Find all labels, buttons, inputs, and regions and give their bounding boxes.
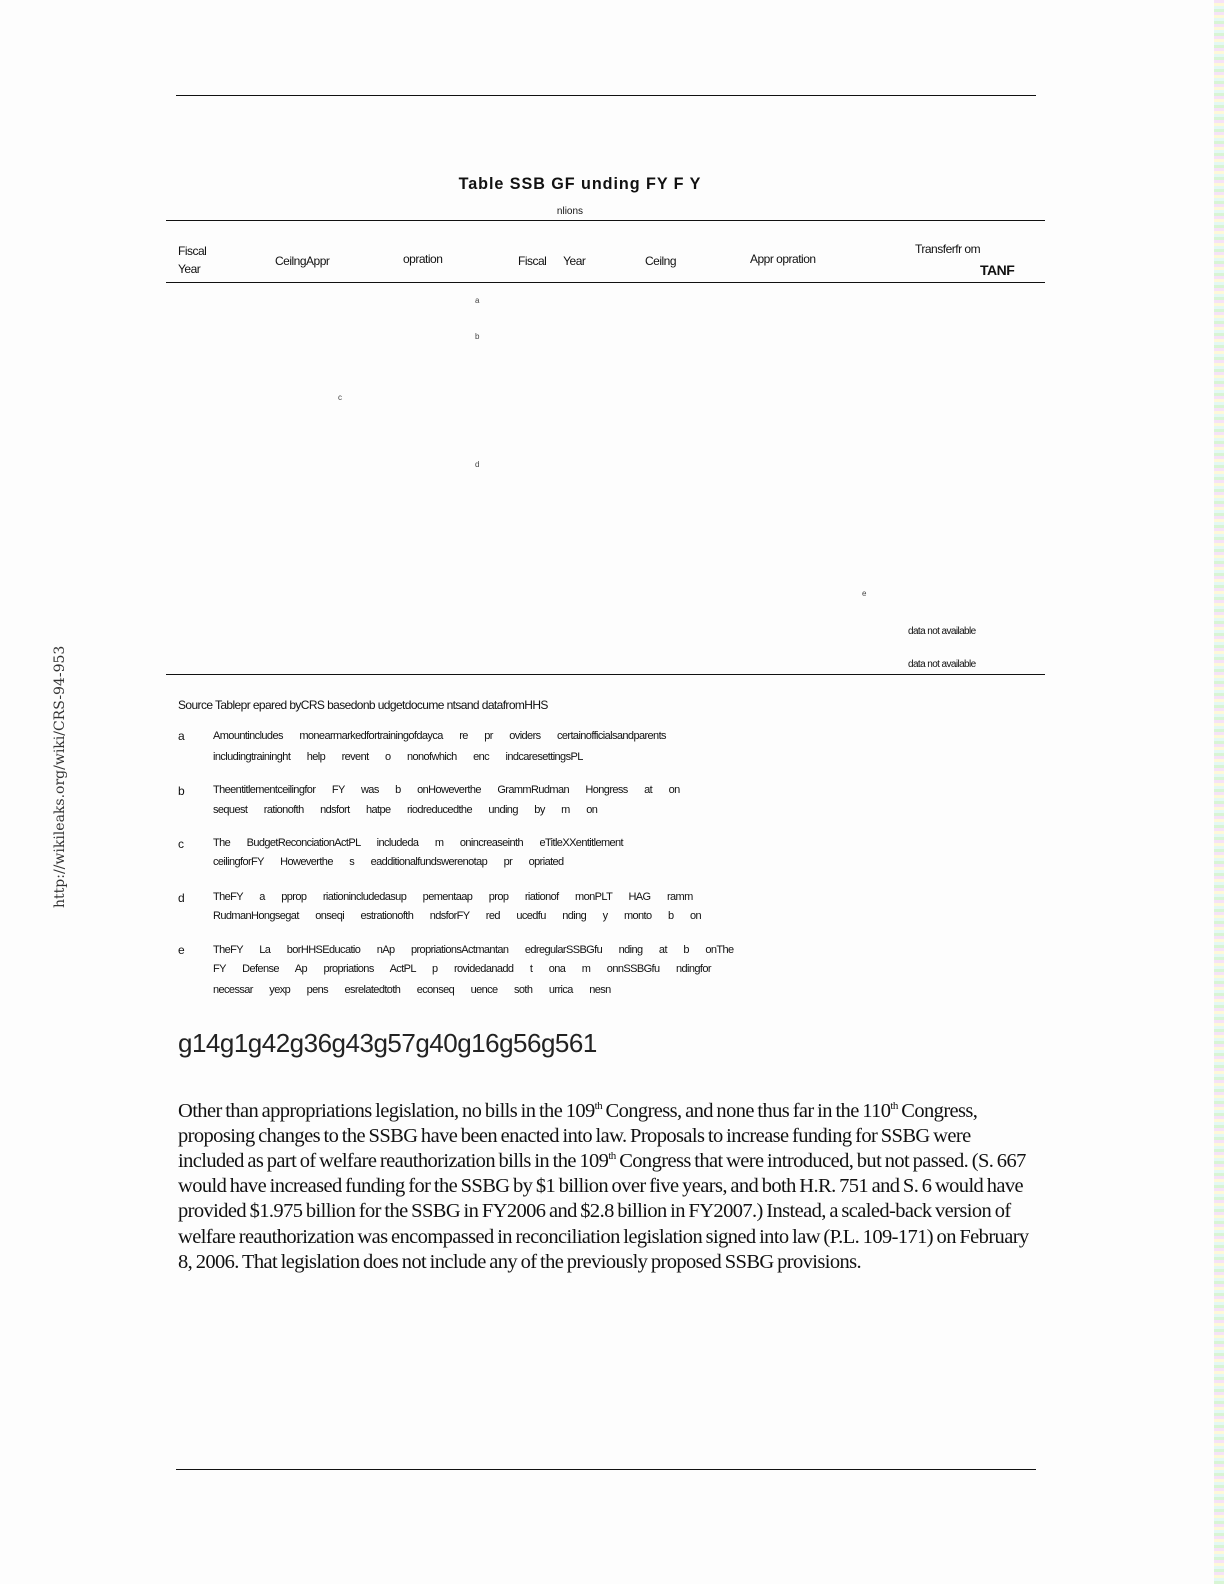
header-fiscal-year-2-line2: Year <box>563 254 586 268</box>
note-a-line: includingtraininght help revent o nonofwhich enc indcaresettingsPL <box>213 751 583 763</box>
table-bottom-rule <box>166 674 1045 675</box>
body-text: Congress, and none thus far in the 110 <box>602 1099 891 1122</box>
table-subtitle: nlions <box>556 206 584 217</box>
header-appropriation-1: opration <box>403 252 443 266</box>
header-fiscal-year-1-line2: Year <box>178 262 201 276</box>
note-d-line: TheFY a pprop riationincludedasup pementaap prop riationof monPLT HAG ramm <box>213 891 693 903</box>
header-tanf: TANF <box>980 262 1015 278</box>
note-c-line: ceilingforFY Howeverthe s eadditionalfundswerenotap pr opriated <box>213 856 564 868</box>
ordinal-suffix: th <box>890 1099 898 1112</box>
watermark-url: http://wikileaks.org/wiki/CRS-94-953 <box>52 645 68 908</box>
body-text: Congress, proposing changes to the SSBG have been enacted into law. Proposals to increase funding for SSBG were included as part of welfare reauthorization bills in the 109 <box>178 1099 978 1172</box>
ordinal-suffix: th <box>594 1099 603 1112</box>
table-source-note: Source Tablepr epared byCRS basedonb udgetdocume ntsand datafromHHS <box>178 698 548 712</box>
body-paragraph <box>178 1099 1038 1275</box>
section-heading: g14g1g42g36g43g57g40g16g56g561 <box>178 1028 597 1058</box>
note-a-line: Amountincludes monearmarkedfortrainingofdayca re pr oviders certainofficialsandparents <box>213 730 666 742</box>
data-not-available-cell: data not available <box>908 626 976 637</box>
header-fiscal-year-1-line1: Fiscal <box>178 244 207 258</box>
data-not-available-cell: data not available <box>908 659 976 670</box>
note-e-line: necessar yexp pens esrelatedtoth econseq uence soth urrica nesn <box>213 984 611 996</box>
note-e-line: FY Defense Ap propriations ActPL p rovidedanadd t ona m onnSSBGfu ndingfor <box>213 963 711 975</box>
table-top-rule <box>166 220 1045 221</box>
footnote-mark-e: e <box>862 589 867 598</box>
header-ceiling-appr-1: CeilngAppr <box>275 254 330 268</box>
footnote-mark-c: c <box>338 393 342 402</box>
page-header-rule <box>176 95 1036 96</box>
body-text: Other than appropriations legislation, no bills in the 109 <box>178 1099 595 1122</box>
note-letter-c: c <box>178 837 184 851</box>
header-fiscal-year-2 <box>518 254 585 268</box>
footnote-mark-a: a <box>475 296 480 305</box>
note-b-line: sequest rationofth ndsfort hatpe riodreducedthe unding by m on <box>213 804 598 816</box>
note-d-line: RudmanHongsegat onseqi estrationofth ndsforFY red ucedfu nding y monto b on <box>213 910 701 922</box>
body-text: Congress that were introduced, but not passed. (S. 667 would have increased funding for the SSBG by $1 billion over five years, and both H.R. 751 and S. 6 would have provided $1.975 billion for the SSBG in FY2006 and $2.8 billion in FY2007.) Instead, a scaled-back version of welfare reauthorization was encompassed in reconciliation legislation signed into law (P.L. 109-171) on February 8, 2006. That legislation does not include any of the previously proposed SSBG provisions. <box>178 1149 1029 1273</box>
header-transfer-from: Transferfr om <box>915 242 981 256</box>
note-letter-d: d <box>178 891 185 905</box>
ordinal-suffix: th <box>608 1150 616 1163</box>
header-fiscal-year-2-line1: Fiscal <box>518 254 547 268</box>
footnote-mark-b: b <box>475 332 480 341</box>
table-title: Table SSB GF unding FY F Y <box>458 174 702 193</box>
note-c-line: The BudgetReconciationActPL includeda m onincreaseinth eTitleXXentitlement <box>213 837 624 849</box>
note-b-line: Theentitlementceilingfor FY was b onHoweverthe GrammRudman Hongress at on <box>213 784 680 796</box>
scan-edge-stripe <box>1214 0 1224 1584</box>
table-header-rule <box>166 282 1045 283</box>
note-letter-a: a <box>178 729 185 743</box>
footnote-mark-d: d <box>475 460 480 469</box>
header-ceiling-2: Ceilng <box>645 254 677 268</box>
note-e-line: TheFY La borHHSEducatio nAp propriationsActmantan edregularSSBGfu nding at b onThe <box>213 944 734 956</box>
page-footer-rule <box>176 1469 1036 1470</box>
note-letter-e: e <box>178 943 185 957</box>
note-letter-b: b <box>178 784 185 798</box>
header-appropriation-2: Appr opration <box>750 252 816 266</box>
